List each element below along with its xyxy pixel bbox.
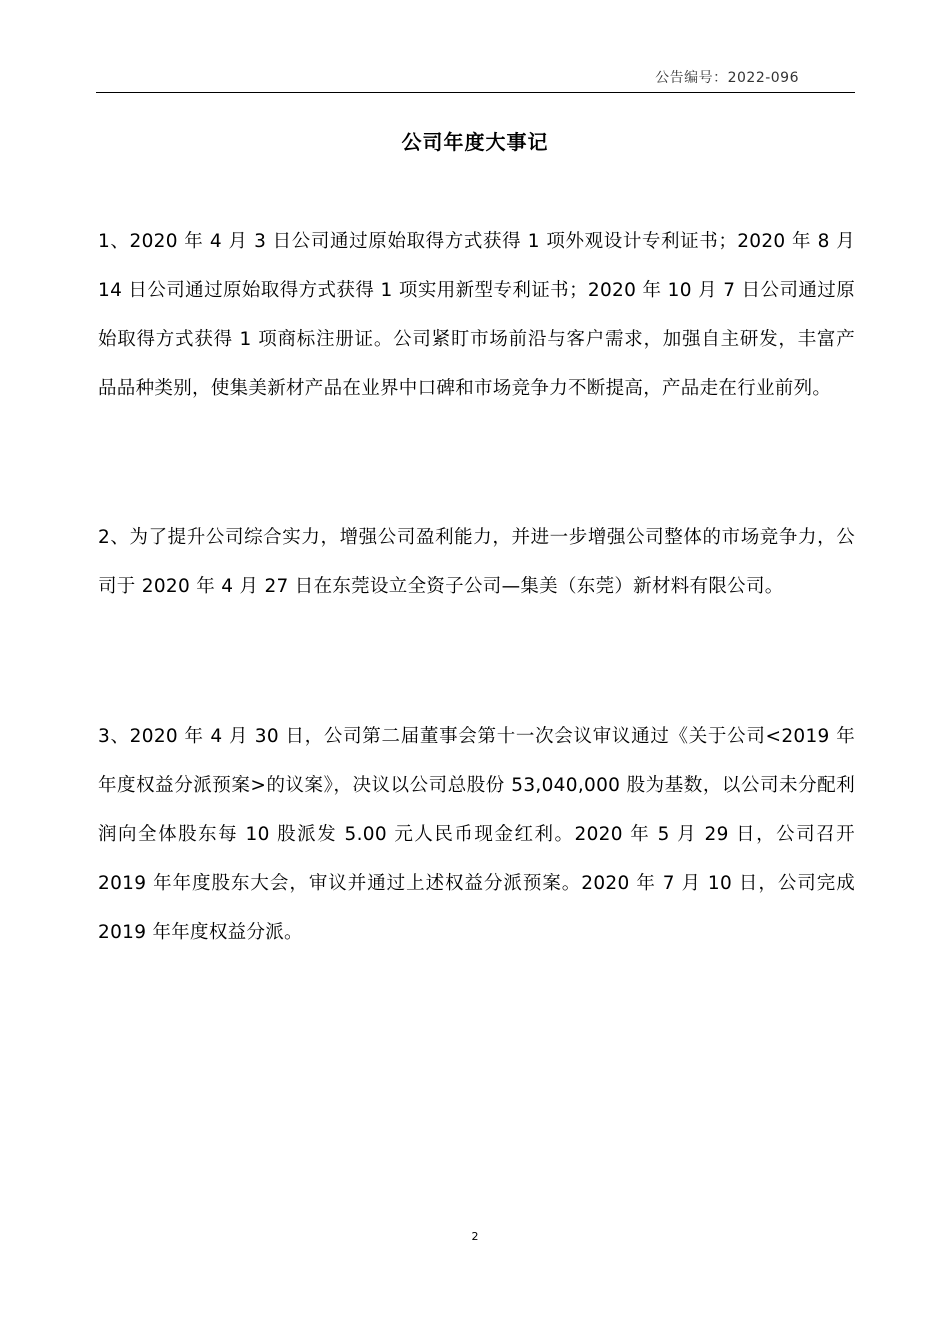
document-title: 公司年度大事记	[401, 130, 549, 154]
page-number: 2	[471, 1230, 479, 1243]
announcement-code: 公告编号：2022-096	[655, 70, 799, 86]
paragraph-2: 2、为了提升公司综合实力，增强公司盈利能力，并进一步增强公司整体的市场竞争力，公司于 2020 年 4 月 27 日在东莞设立全资子公司—集美（东莞）新材料有限公司。	[98, 527, 855, 597]
paragraph-3: 3、2020 年 4 月 30 日，公司第二届董事会第十一次会议审议通过《关于公司<2019 年年度权益分派预案>的议案》，决议以公司总股份 53,040,000 股为基数，以公司未分配利润向全体股东每 10 股派发 5.00 元人民币现金红利。2020 年 5 月 29 日，公司召开 2019 年年度股东大会，审议并通过上述权益分派预案。2020 年 7 月 10 日，公司完成 2019 年年度权益分派。	[98, 726, 855, 943]
paragraph-1: 1、2020 年 4 月 3 日公司通过原始取得方式获得 1 项外观设计专利证书；2020 年 8 月 14 日公司通过原始取得方式获得 1 项实用新型专利证书；2020 年 10 月 7 日公司通过原始取得方式获得 1 项商标注册证。公司紧盯市场前沿与客户需求，加强自主研发，丰富产品品种类别，使集美新材产品在业界中口碑和市场竞争力不断提高，产品走在行业前列。	[98, 231, 855, 399]
header-divider	[96, 92, 855, 93]
